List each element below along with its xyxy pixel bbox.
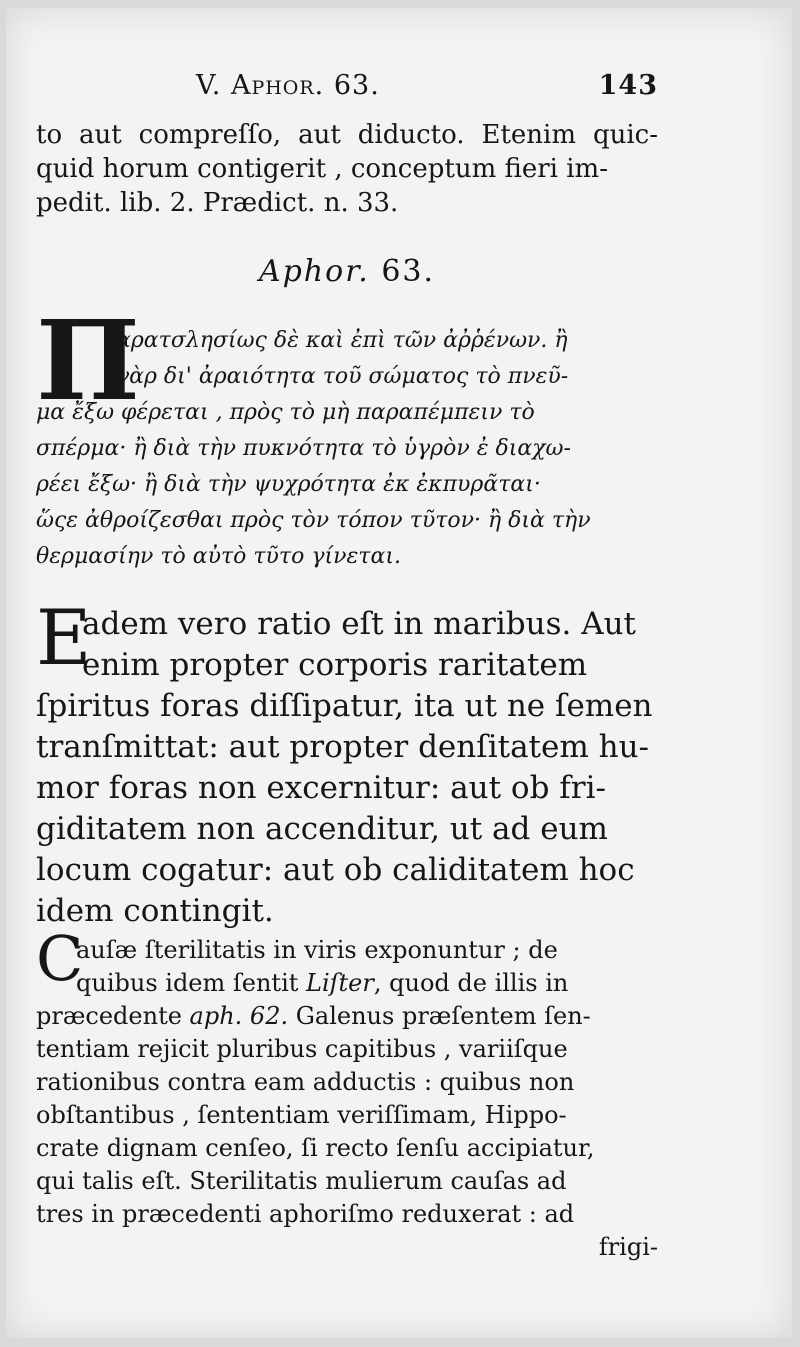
greek-line: θερμασίην τὸ αὐτὸ τῦτο γίνεται. <box>36 544 401 569</box>
author-name: Liſter <box>306 969 374 997</box>
aphorism-reference: aph. 62. <box>189 1002 289 1030</box>
text-line: to aut compreſſo, aut diducto. Etenim quic- <box>36 120 658 150</box>
aphorism-label: Aphor. <box>258 254 370 289</box>
page-header <box>36 70 658 110</box>
aphorism-number: 63. <box>381 254 436 289</box>
greek-line: σπέρμα· ἢ διὰ τὴν πυκνότητα τὸ ὑγρὸν ἐ διαχω- <box>36 436 571 461</box>
greek-line: γὰρ δι' ἀραιότητα τοῦ σώματος τὸ πνεῦ- <box>116 364 569 389</box>
greek-line: αρατσλησίως δὲ καὶ ἐπὶ τῶν ἀῤῥένων. ἢ <box>116 328 568 353</box>
greek-dropcap: Π <box>36 296 140 425</box>
book-page <box>6 8 792 1338</box>
greek-line: μα ἔξω φέρεται , πρὸς τὸ μὴ παραπέμπειν τὸ <box>36 400 535 425</box>
catchword: frigi- <box>598 1233 658 1261</box>
latin-line: giditatem non accenditur, ut ad eum <box>36 811 608 847</box>
commentary-line: crate dignam cenſeo, ſi recto ſenſu accipiatur, <box>36 1134 595 1162</box>
text-line: pedit. lib. 2. Prædict. n. 33. <box>36 188 399 218</box>
latin-line: idem contingit. <box>36 893 274 929</box>
greek-line: ὥςε ἀθροίζεσθαι πρὸς τὸν τόπον τῦτον· ἢ διὰ τὴν <box>36 508 591 533</box>
greek-line: ρέει ἔξω· ἢ διὰ τὴν ψυχρότητα ἐκ ἐκπυρᾶται· <box>36 472 541 497</box>
commentary-line: auſæ ſterilitatis in viris exponuntur ; de <box>76 936 558 964</box>
commentary-line: qui talis eſt. Sterilitatis mulierum cauſas ad <box>36 1167 567 1195</box>
latin-dropcap: E <box>36 593 92 682</box>
latin-line: ſpiritus foras diſſipatur, ita ut ne ſemen <box>36 688 653 724</box>
latin-line: adem vero ratio eſt in maribus. Aut <box>82 606 637 642</box>
commentary-line: præcedente aph. 62. Galenus præſentem ſen- <box>36 1002 591 1030</box>
commentary-dropcap: C <box>36 922 84 995</box>
latin-line: mor foras non excernitur: aut ob fri- <box>36 770 606 806</box>
commentary-line: quibus idem ſentit Liſter, quod de illis in <box>76 969 569 997</box>
aphorism-heading <box>36 254 658 289</box>
latin-line: enim propter corporis raritatem <box>82 647 588 683</box>
greek-text <box>36 296 658 569</box>
running-title: V. Aphor. 63. <box>196 70 380 101</box>
commentary-line: rationibus contra eam adductis : quibus non <box>36 1068 575 1096</box>
commentary-line: obſtantibus , ſententiam veriſſimam, Hippo- <box>36 1101 567 1129</box>
page-number: 143 <box>598 70 658 101</box>
commentary-line: tres in præcedenti aphoriſmo reduxerat : ad <box>36 1200 575 1228</box>
text-line: quid horum contigerit , conceptum fieri im- <box>36 154 608 184</box>
latin-line: tranſmittat: aut propter denſitatem hu- <box>36 729 650 765</box>
latin-line: locum cogatur: aut ob caliditatem hoc <box>36 852 635 888</box>
commentary-line: tentiam rejicit pluribus capitibus , variiſque <box>36 1035 568 1063</box>
